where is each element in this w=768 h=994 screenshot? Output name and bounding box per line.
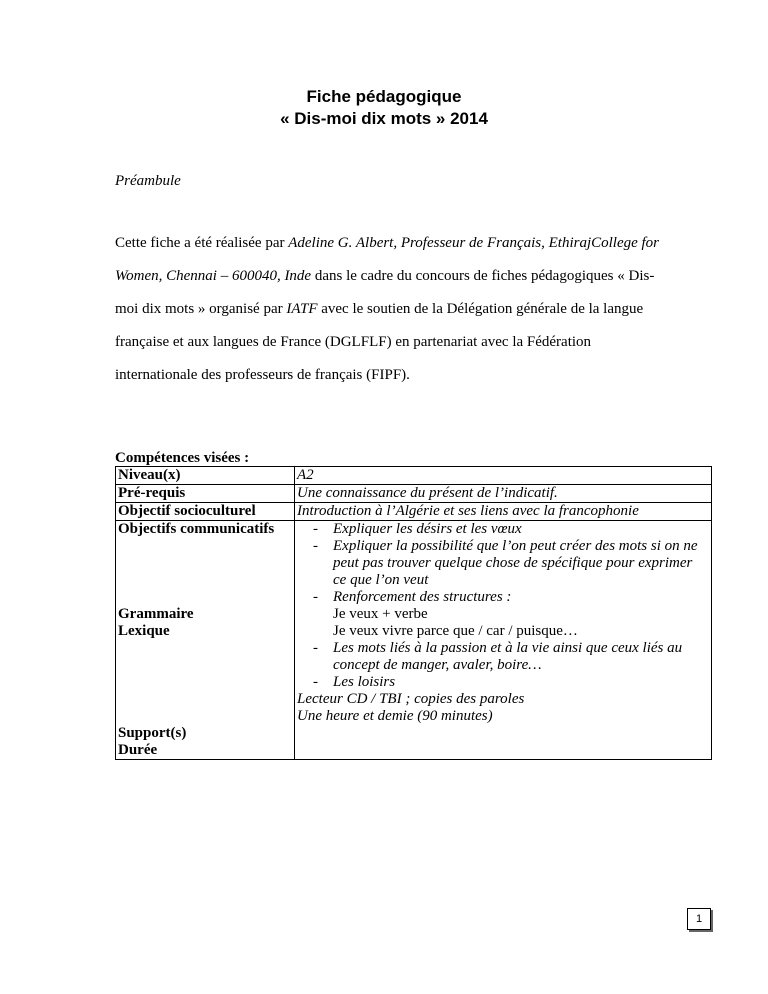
objectives-labels [116, 521, 295, 760]
socio-value: Introduction à l’Algérie et ses liens avec la francophonie [295, 503, 712, 521]
niveau-value: A2 [295, 467, 712, 485]
intro-paragraph [115, 227, 675, 392]
preamble-heading: Préambule [115, 173, 181, 189]
niveau-label: Niveau(x) [116, 467, 295, 485]
support-label: Support(s) [118, 725, 187, 741]
intro-author: Adeline G. Albert, Professeur de Français, EthirajCollege for Women, Chennai – 600040, Inde [115, 235, 660, 284]
list-item: - Les loisirs [297, 674, 709, 691]
skills-table [115, 466, 712, 760]
page-number: 1 [687, 908, 711, 930]
list-item [297, 589, 709, 640]
objectives-list [297, 521, 709, 691]
grammaire-label: Grammaire [118, 606, 194, 622]
prerequis-label: Pré-requis [116, 485, 295, 503]
document-subtitle: « Dis-moi dix mots » 2014 [280, 109, 488, 128]
grammar-structure-2: Je veux vivre parce que / car / puisque… [333, 623, 578, 639]
skills-heading: Compétences visées : [115, 450, 250, 466]
duree-value: Une heure et demie (90 minutes) [297, 708, 493, 724]
grammar-heading: Renforcement des structures : [333, 589, 512, 605]
document-title-block [0, 86, 768, 130]
support-value: Lecteur CD / TBI ; copies des paroles [297, 691, 525, 707]
table-row [116, 485, 712, 503]
socio-label: Objectif socioculturel [116, 503, 295, 521]
intro-text-2: dans le cadre du concours de fiches pédagogiques « Dis-moi dix mots » organisé par [115, 268, 655, 317]
intro-organizer: IATF [286, 301, 318, 317]
duree-label: Durée [118, 742, 158, 758]
table-row [116, 503, 712, 521]
lexique-label: Lexique [118, 623, 170, 639]
list-item: - Les mots liés à la passion et à la vie ainsi que ceux liés au concept de manger, avaler, boire… [297, 640, 709, 674]
grammar-structure-1: Je veux + verbe [333, 606, 428, 622]
list-item: - Expliquer la possibilité que l’on peut créer des mots si on ne peut pas trouver quelque chose de spécifique pour exprimer ce que l’on veut [297, 538, 709, 589]
communicatifs-label: Objectifs communicatifs [118, 521, 275, 537]
prerequis-value: Une connaissance du présent de l’indicatif. [295, 485, 712, 503]
list-item: - Expliquer les désirs et les vœux [297, 521, 709, 538]
table-row [116, 467, 712, 485]
table-row [116, 521, 712, 760]
intro-text-3: avec le soutien de la Délégation générale de la langue française et aux langues de France (DGLFLF) en partenariat avec la Fédération internationale des professeurs de français (FIPF). [115, 301, 644, 383]
objectives-values [295, 521, 712, 760]
document-title: Fiche pédagogique [306, 87, 462, 106]
intro-text-1: Cette fiche a été réalisée par [115, 235, 289, 251]
